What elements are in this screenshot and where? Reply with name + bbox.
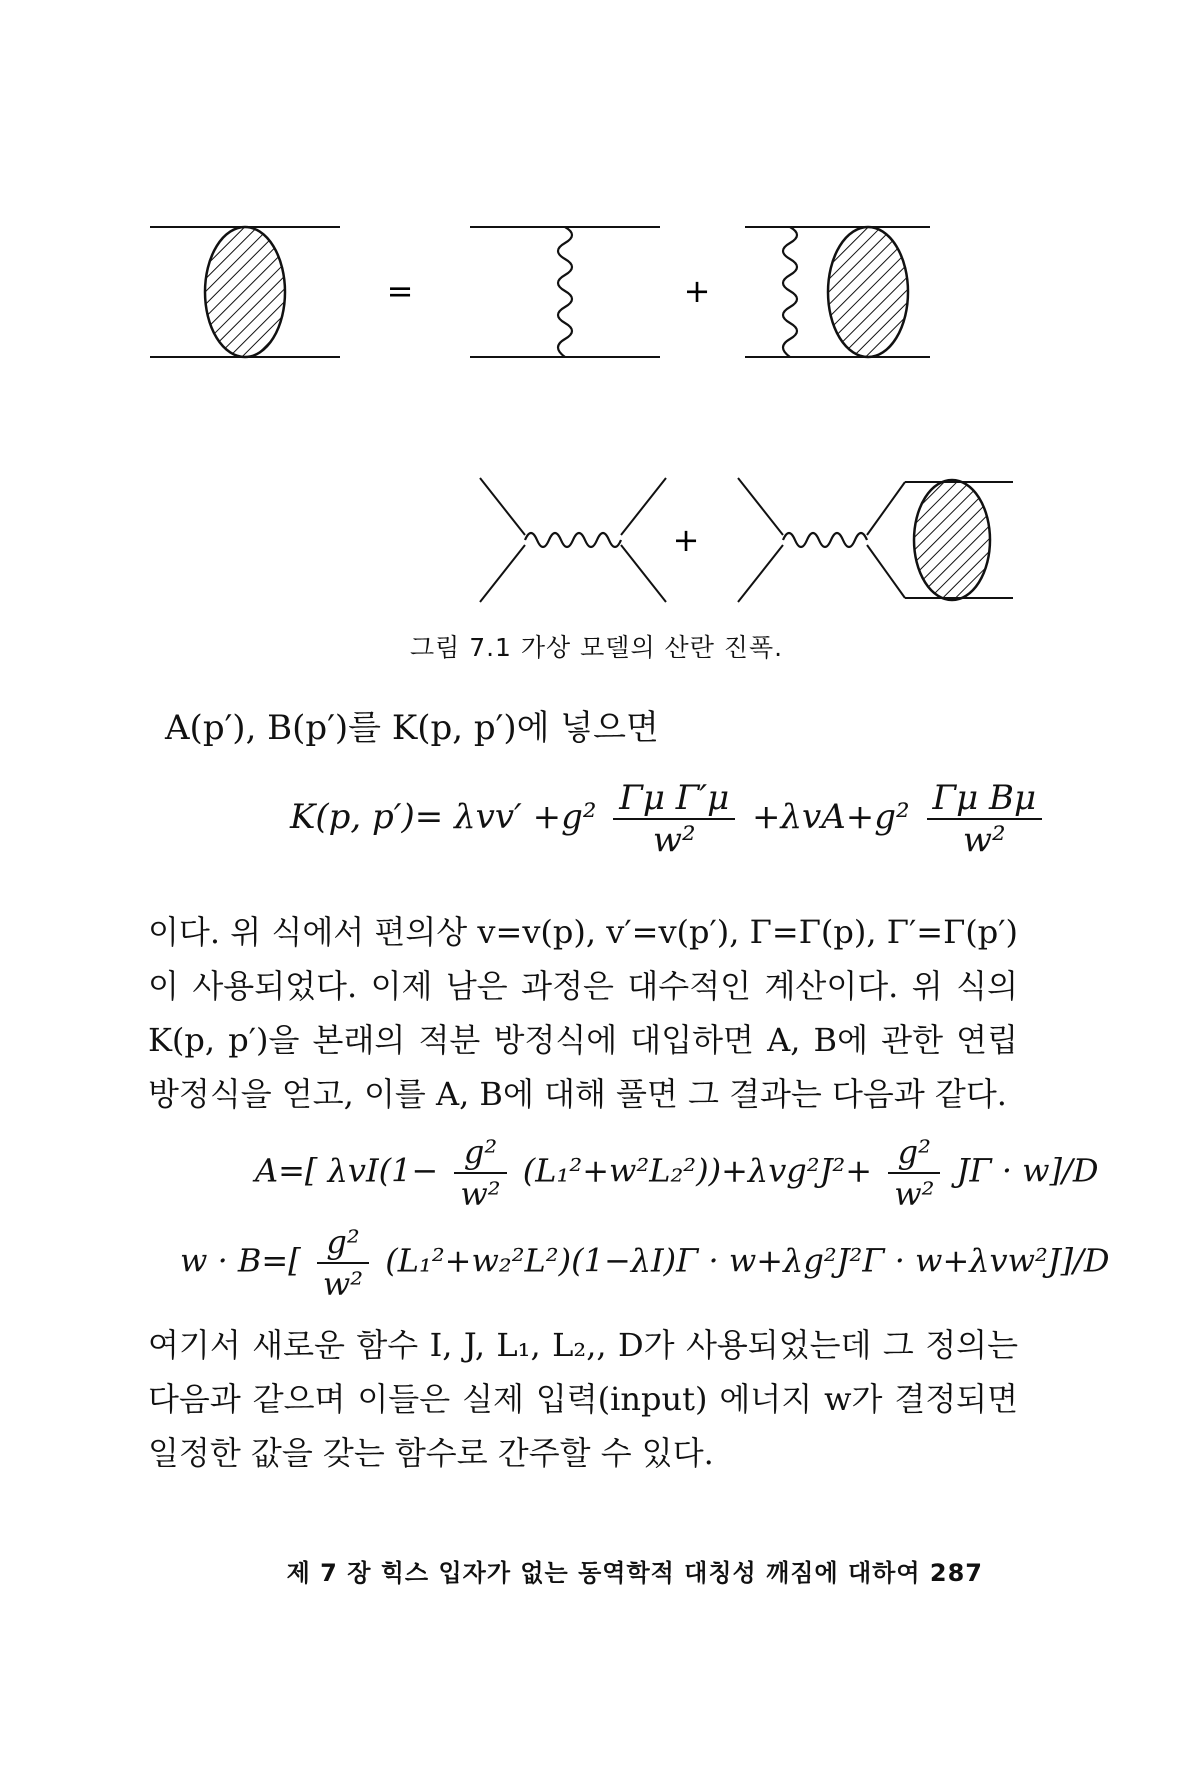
eq-k-fraction-1 bbox=[613, 778, 735, 860]
figure-caption: 그림 7.1 가상 모델의 산란 진폭. bbox=[409, 633, 784, 662]
paragraph-2: 여기서 새로운 함수 I, J, L₁, L₂,, D가 사용되었는데 그 정의는 다음과 같으며 이들은 실제 입력(input) 에너지 w가 결정되면 일정한 값을 갖는 함수로 간주할 수 있다. bbox=[148, 1326, 1018, 1472]
eq-b-fraction bbox=[317, 1222, 369, 1304]
eq-a-part3: JΓ · w]/D bbox=[956, 1151, 1099, 1190]
eq-k-frac1-numerator: Γμ Γ′μ bbox=[613, 778, 735, 820]
eq-b-part1: w · B=[ bbox=[180, 1241, 301, 1280]
plus-sign-row2: + bbox=[672, 521, 700, 559]
plus-sign: + bbox=[683, 272, 711, 310]
lead-sentence: A(p′), B(p′)를 K(p, p′)에 넣으면 bbox=[165, 708, 659, 748]
equation-k bbox=[290, 778, 1048, 860]
diagram-wavy-blob bbox=[745, 227, 930, 357]
scattering-amplitude-figure bbox=[0, 0, 1193, 620]
page-footer: 제 7 장 힉스 입자가 없는 동역학적 대칭성 깨짐에 대하여 287 bbox=[286, 1559, 983, 1587]
eq-a-part1: A=[ λvI(1− bbox=[255, 1151, 439, 1190]
eq-b-part2: (L₁²+w₂²L²)(1−λI)Γ · w+λg²J²Γ · w+λvw²J]/D bbox=[385, 1241, 1110, 1280]
eq-b-f-denominator: w² bbox=[322, 1265, 364, 1303]
eq-k-frac2-numerator: Γμ Bμ bbox=[927, 778, 1043, 820]
eq-a-f2-denominator: w² bbox=[894, 1175, 935, 1213]
diagram-s-channel-blob bbox=[738, 478, 1013, 602]
diagram-s-channel bbox=[480, 478, 666, 602]
eq-a-fraction-1 bbox=[454, 1132, 506, 1214]
eq-a-part2: (L₁²+w²L₂²))+λvg²J²+ bbox=[522, 1151, 873, 1190]
diagram-wavy-exchange bbox=[470, 227, 660, 357]
equals-sign: = bbox=[386, 272, 414, 310]
eq-k-left: K(p, p′)= λvv′ +g² bbox=[290, 797, 597, 837]
paragraph-1: 이다. 위 식에서 편의상 v=v(p), v′=v(p′), Γ=Γ(p), Γ′=Γ(p′)이 사용되었다. 이제 남은 과정은 대수적인 계산이다. 위 식의 K(p, p′)을 본래의 적분 방정식에 대입하면 A, B에 관한 연립 방정식을 얻고, 이를 A, B에 대해 풀면 그 결과는 다음과 같다. bbox=[148, 913, 1018, 1113]
equation-b bbox=[180, 1222, 1110, 1304]
eq-a-fraction-2 bbox=[888, 1132, 940, 1214]
eq-b-f-numerator: g² bbox=[317, 1222, 369, 1264]
eq-k-frac2-denominator: w² bbox=[962, 820, 1006, 860]
eq-k-frac1-denominator: w² bbox=[652, 820, 696, 860]
eq-k-mid: +λvA+g² bbox=[752, 797, 910, 837]
eq-k-fraction-2 bbox=[927, 778, 1043, 860]
equation-a bbox=[255, 1132, 1098, 1214]
eq-a-f1-numerator: g² bbox=[454, 1132, 506, 1174]
diagram-blob-exchange bbox=[150, 227, 340, 357]
eq-a-f1-denominator: w² bbox=[460, 1175, 501, 1213]
eq-a-f2-numerator: g² bbox=[888, 1132, 940, 1174]
